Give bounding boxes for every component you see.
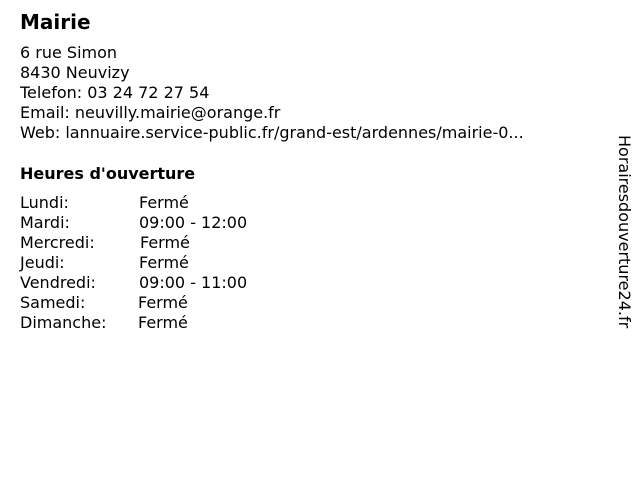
time-value: Fermé xyxy=(138,293,188,312)
day-label: Mardi: xyxy=(20,213,70,232)
time-value: 09:00 - 11:00 xyxy=(139,273,248,292)
day-label: Jeudi: xyxy=(20,253,65,272)
contact-block xyxy=(20,43,524,143)
web-line: Web: lannuaire.service-public.fr/grand-est/ardennes/mairie-0... xyxy=(20,123,524,142)
day-label: Dimanche: xyxy=(20,313,107,332)
day-label: Vendredi: xyxy=(20,273,96,292)
day-label: Samedi: xyxy=(20,293,86,312)
time-value: Fermé xyxy=(139,253,189,272)
day-label: Mercredi: xyxy=(20,233,95,252)
site-watermark: Horairesdouverture24.fr xyxy=(615,135,634,329)
time-value: Fermé xyxy=(139,193,189,212)
phone-line: Telefon: 03 24 72 27 54 xyxy=(20,83,210,102)
page-title: Mairie xyxy=(20,10,91,34)
time-value: Fermé xyxy=(138,313,188,332)
email-line: Email: neuvilly.mairie@orange.fr xyxy=(20,103,281,122)
time-value: 09:00 - 12:00 xyxy=(139,213,248,232)
address-street: 6 rue Simon xyxy=(20,43,118,62)
time-value: Fermé xyxy=(140,233,190,252)
address-city: 8430 Neuvizy xyxy=(20,63,130,82)
day-label: Lundi: xyxy=(20,193,69,212)
opening-hours-heading: Heures d'ouverture xyxy=(20,164,196,183)
